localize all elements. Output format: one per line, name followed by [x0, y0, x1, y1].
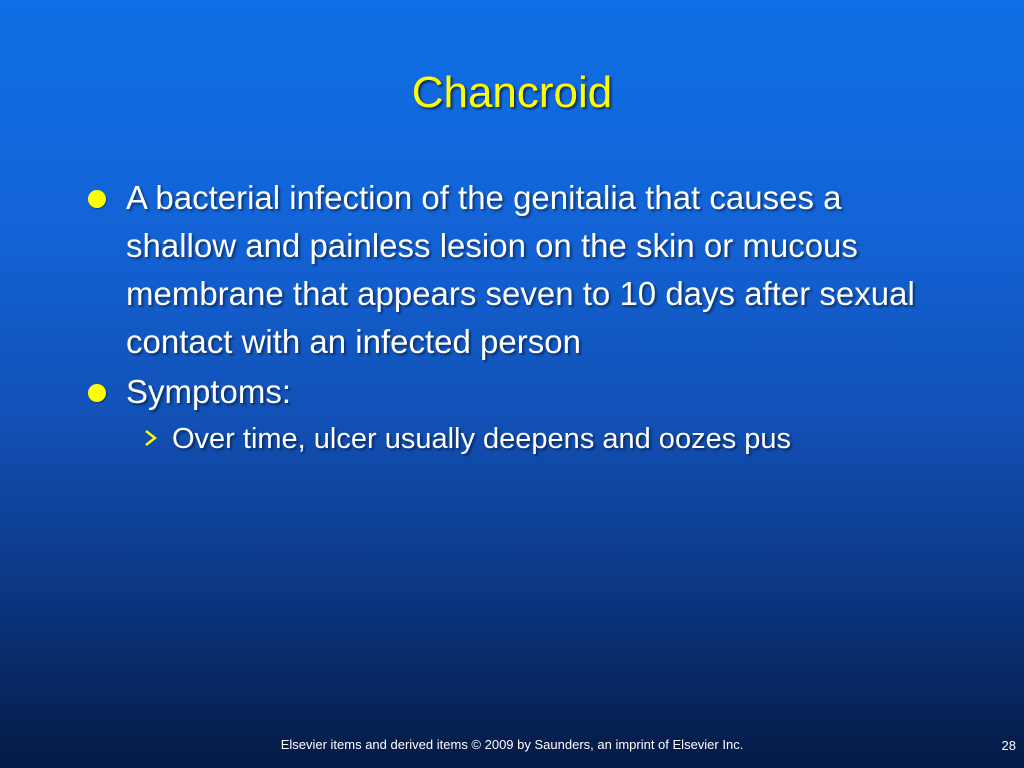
footer-copyright: Elsevier items and derived items © 2009 by Saunders, an imprint of Elsevier Inc. — [280, 737, 744, 752]
bullet-text: A bacterial infection of the genitalia that causes a shallow and painless lesion on the skin or mucous membrane that appears seven to 10 days after sexual contact with an infected person — [126, 179, 915, 360]
bullet-item — [84, 368, 944, 416]
page-number: 28 — [1001, 738, 1016, 753]
bullet-dot-icon — [88, 190, 106, 208]
sub-bullet-text: Over time, ulcer usually deepens and oozes pus — [172, 423, 792, 455]
arrow-icon — [142, 429, 160, 447]
sub-bullet-item — [142, 418, 944, 460]
bullet-dot-icon — [88, 384, 106, 402]
bullet-item — [84, 174, 944, 366]
slide-content — [84, 174, 944, 460]
bullet-text: Symptoms: — [126, 373, 292, 410]
slide-title: Chancroid — [411, 68, 613, 117]
